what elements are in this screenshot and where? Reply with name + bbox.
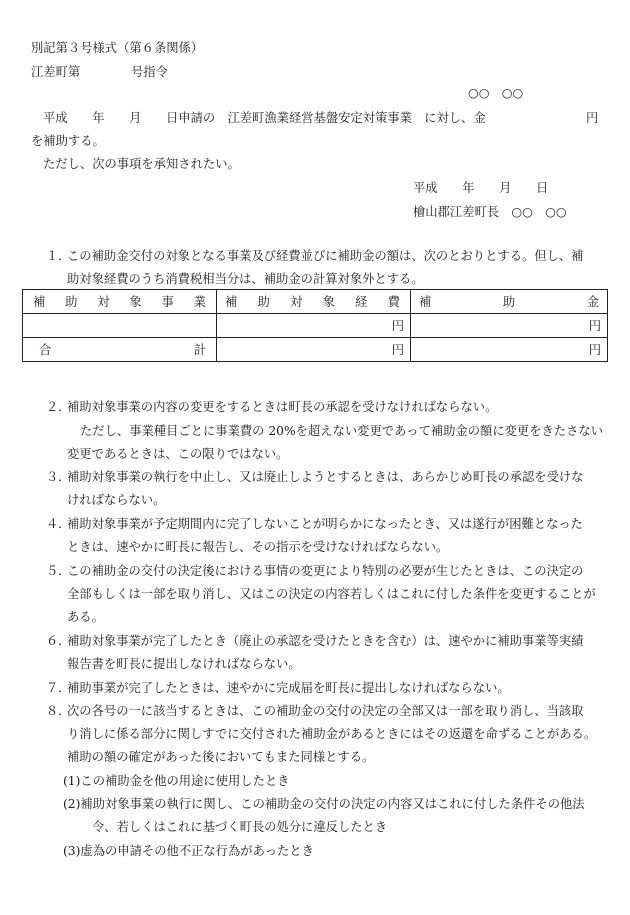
item-3-text: 補助対象事業の執行を中止し、又は廃止しようとするときは、あらかじめ町長の承認を受けな — [67, 470, 584, 484]
item-7-text: 補助事業が完了したときは、速やかに完成届を町長に提出しなければならない。 — [67, 681, 510, 695]
sub-item-2-continued: 令、若しくはこれに基づく町長の処分に違反したとき — [92, 820, 388, 834]
sub-item-3: (3)虚為の申請その他不正な行為があったとき — [63, 844, 314, 858]
item-2-number: ２． — [46, 400, 71, 414]
item-8-text-continued: り消しに係る部分に関しすでに交付された補助金があるときにはその返還を命ずることがある。 — [67, 727, 597, 741]
item-4-number: ４． — [46, 517, 71, 531]
item-6-text: 補助対象事業が完了したとき（廃止の承認を受けたときを含む）は、速やかに補助事業等実績 — [67, 634, 584, 648]
item-1-number: １． — [46, 249, 71, 263]
total-expense-cell: 円 — [217, 338, 411, 362]
total-label-cell: 合 計 — [23, 338, 217, 362]
item-1-text-continued: 助対象経費のうち消費税相当分は、補助金の計算対象外とする。 — [67, 272, 424, 286]
sub-item-1: (1)この補助金を他の用途に使用したとき — [63, 774, 290, 788]
table-total-row — [23, 338, 608, 362]
document-number-prefix: 江差町第 — [31, 65, 81, 79]
expense-cell: 円 — [217, 314, 411, 338]
item-1-text: この補助金交付の対象となる事業及び経費並びに補助金の額は、次のとおりとする。但し、補 — [67, 249, 584, 263]
addressee-name: ○○ ○○ — [468, 86, 524, 100]
header-subsidized-expense: 補 助 対 象 経 費 — [217, 290, 411, 314]
project-cell — [23, 314, 217, 338]
intro-text-continued: を補助する。 — [31, 134, 105, 148]
item-5-text: この補助金の交付の決定後における事情の変更により特別の必要が生じたときは、この決定の — [67, 564, 584, 578]
conditions-intro: ただし、次の事項を承知されたい。 — [43, 157, 240, 171]
item-3-text-continued: ければならない。 — [67, 493, 166, 507]
item-3-number: ３． — [46, 470, 71, 484]
form-label: 別記第３号様式（第６条関係） — [31, 41, 204, 55]
item-5-number: ５． — [46, 564, 71, 578]
item-5-text-continued: 全部もしくは一部を取り消し、又はこの決定の内容若しくはこれに付した条件を変更することが — [67, 587, 596, 601]
item-8-text-end: 補助の額の確定があった後においてもまた同様とする。 — [67, 750, 375, 764]
issue-date: 平成 年 月 日 — [413, 181, 549, 195]
table-header-row — [23, 290, 608, 314]
subsidy-cell: 円 — [411, 314, 608, 338]
header-subsidized-project: 補 助 対 象 事 業 — [23, 290, 217, 314]
item-8-number: ８． — [46, 704, 71, 718]
document-number-suffix: 号指令 — [131, 65, 168, 79]
item-4-text: 補助対象事業が予定期間内に完了しないことが明らかになったとき、又は遂行が困難となった — [67, 517, 583, 531]
header-subsidy-amount: 補 助 金 — [411, 290, 608, 314]
item-6-text-continued: 報告書を町長に提出しなければならない。 — [67, 657, 301, 671]
intro-yen-unit: 円 — [586, 111, 599, 125]
sub-item-2: (2)補助対象事業の執行に関し、この補助金の交付の決定の内容又はこれに付した条件その他法 — [63, 797, 585, 811]
grant-table — [22, 289, 608, 362]
item-5-text-end: ある。 — [67, 610, 104, 624]
table-row — [23, 314, 608, 338]
issuer-signature: 檜山郡江差町長 ○○ ○○ — [413, 205, 567, 219]
total-subsidy-cell: 円 — [411, 338, 608, 362]
item-7-number: ７． — [46, 681, 71, 695]
item-2-proviso: ただし、事業種目ごとに事業費の 20%を超えない変更であって補助金の額に変更をきたさない — [80, 424, 603, 438]
item-2-text: 補助対象事業の内容の変更をするときは町長の承認を受けなければならない。 — [67, 400, 498, 414]
item-8-text: 次の各号の一に該当するときは、この補助金の交付の決定の全部又は一部を取り消し、当該取 — [67, 704, 584, 718]
item-6-number: ６． — [46, 634, 71, 648]
intro-text: 平成 年 月 日申請の 江差町漁業経営基盤安定対策事業 に対し、金 — [43, 111, 486, 125]
item-2-proviso-continued: 変更であるときは、この限りではない。 — [67, 447, 289, 461]
item-4-text-continued: ときは、速やかに町長に報告し、その指示を受けなければならない。 — [67, 540, 449, 554]
